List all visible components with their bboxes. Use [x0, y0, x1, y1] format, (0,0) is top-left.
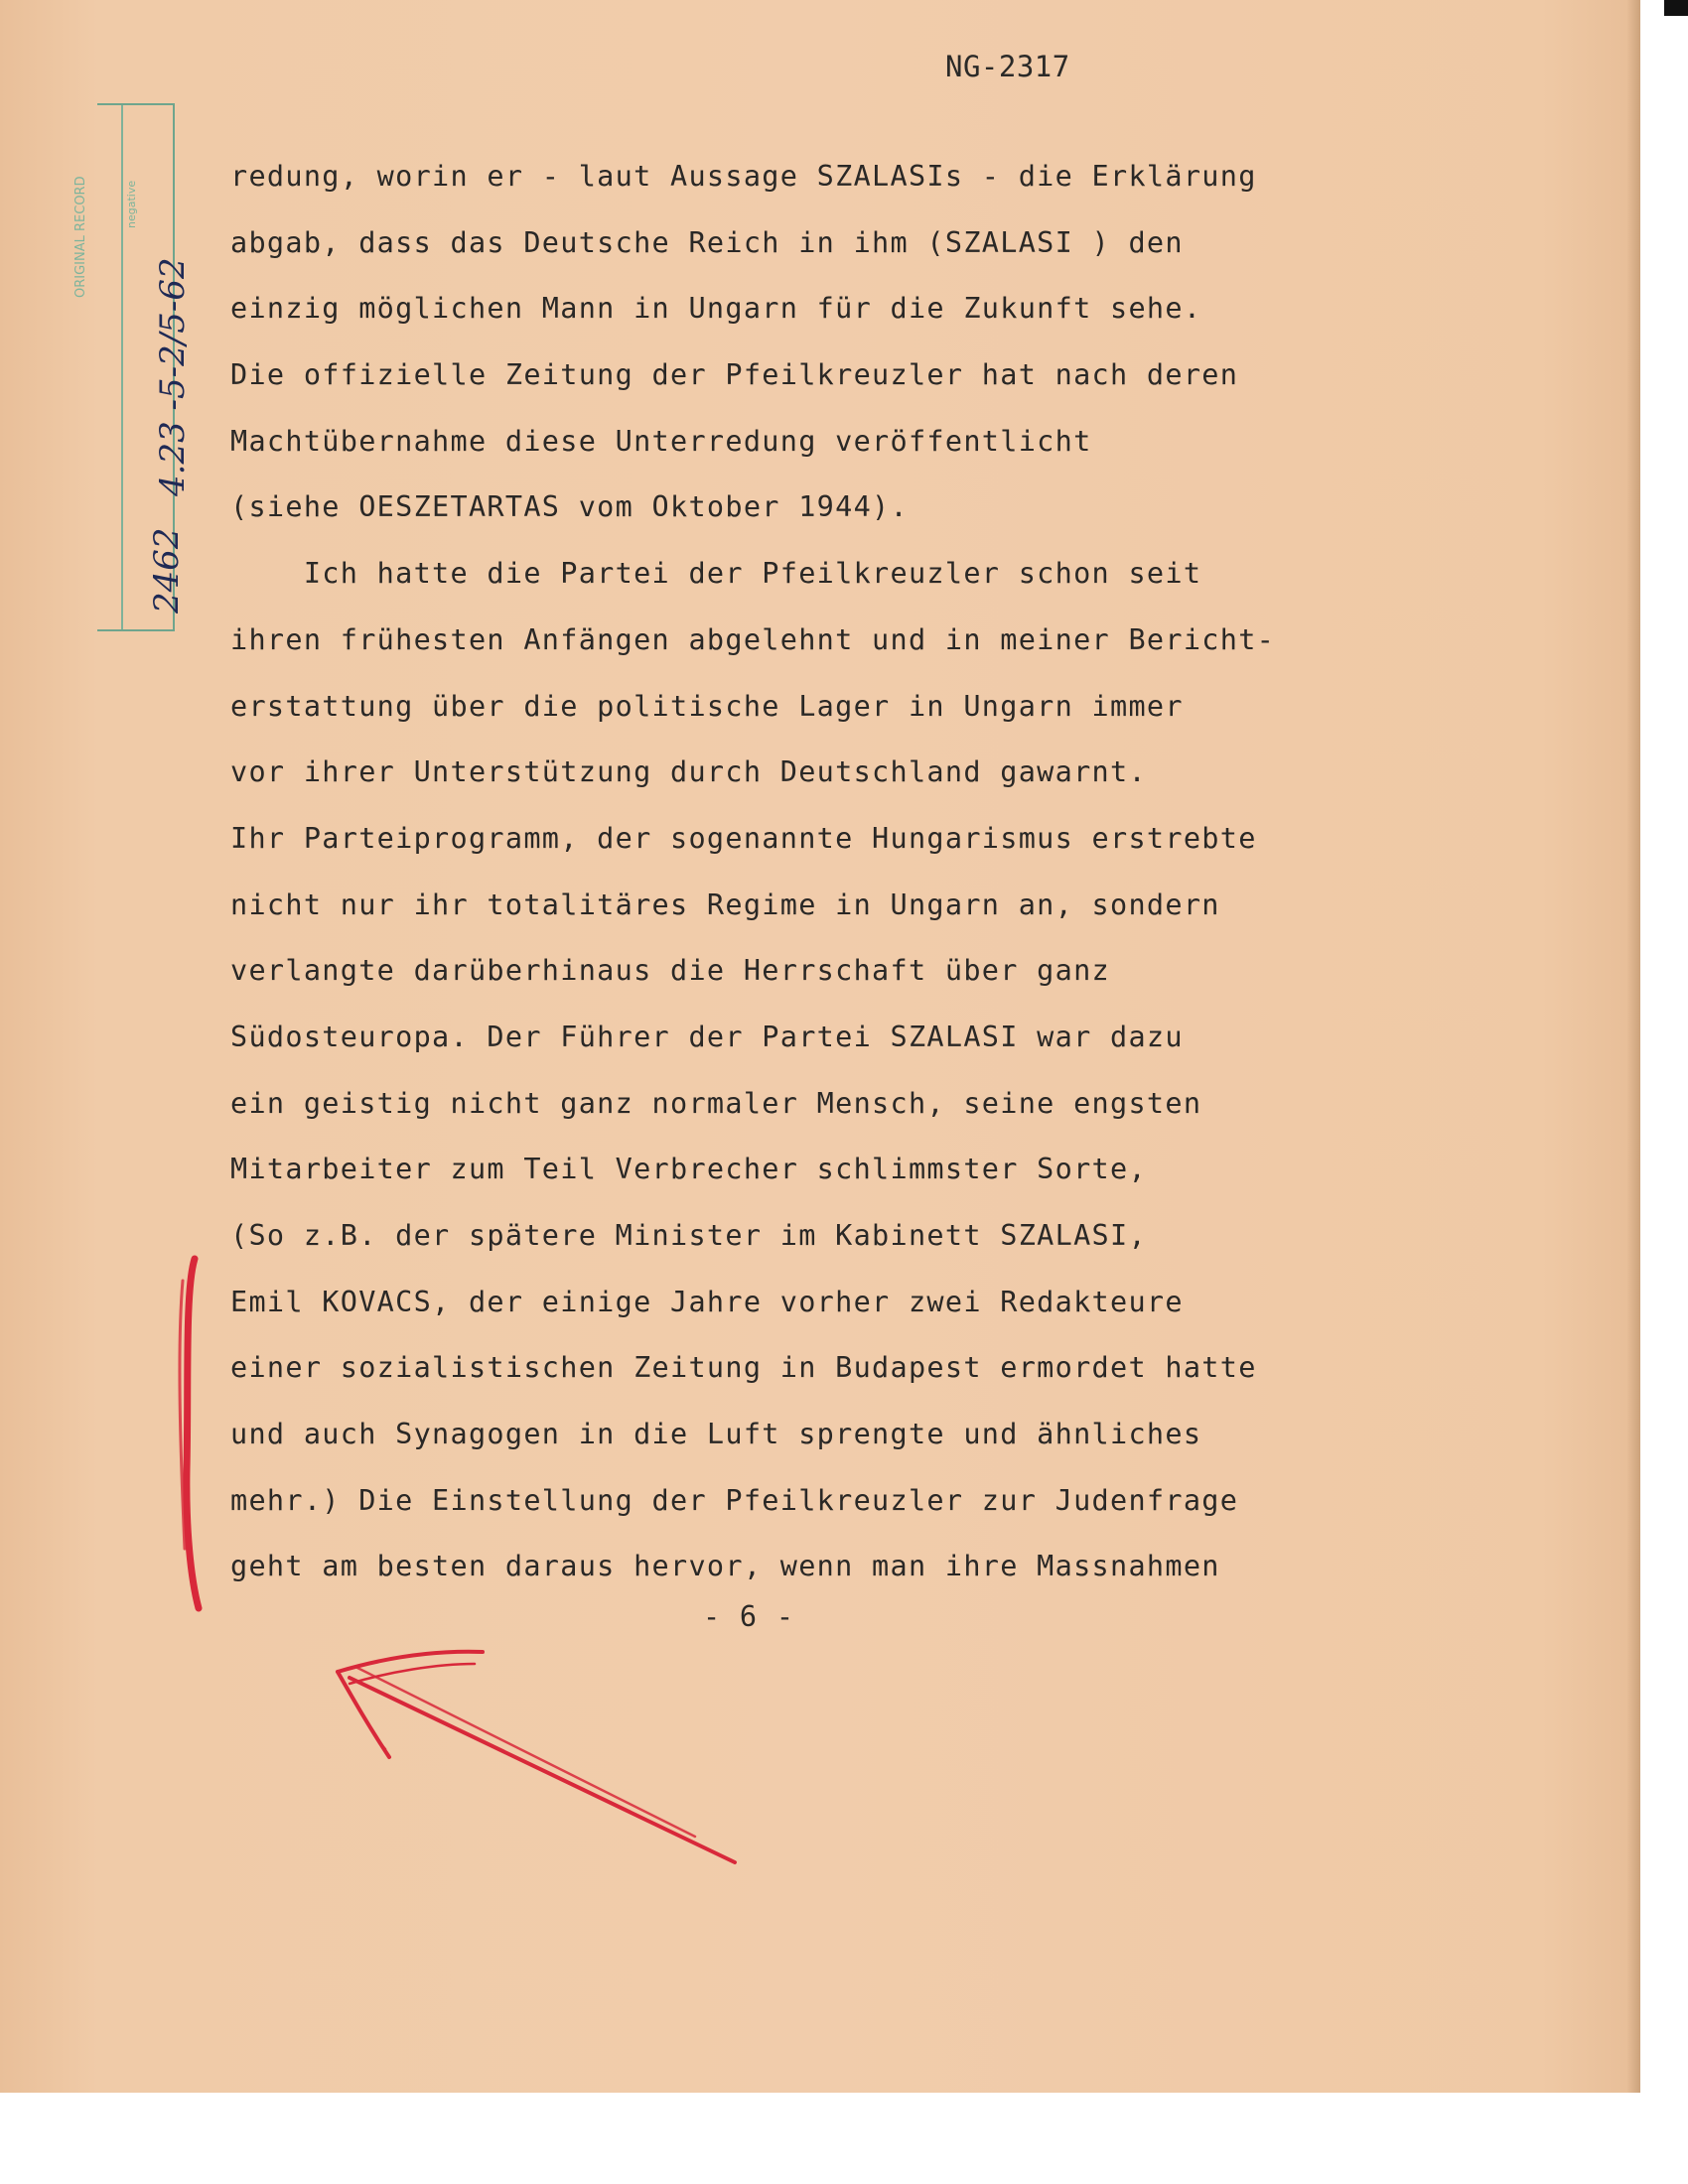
text-line: Ihr Parteiprogramm, der sogenannte Hungarismus erstrebte	[230, 821, 1257, 855]
text-line: Mitarbeiter zum Teil Verbrecher schlimmster Sorte,	[230, 1153, 1147, 1186]
text-line: verlangte darüberhinaus die Herrschaft über ganz	[230, 954, 1111, 988]
text-line: mehr.) Die Einstellung der Pfeilkreuzler zur Judenfrage	[230, 1483, 1239, 1517]
scan-corner-mark	[1664, 0, 1688, 16]
text-line: Machtübernahme diese Unterredung veröffentlicht	[230, 424, 1092, 458]
handwritten-reference-number: 2462	[147, 527, 187, 614]
text-line: ein geistig nicht ganz normaler Mensch, seine engsten	[230, 1086, 1202, 1120]
text-line: (siehe OESZETARTAS vom Oktober 1944).	[230, 490, 909, 524]
red-arrow-shaft	[350, 1678, 735, 1862]
text-line: Südosteuropa. Der Führer der Partei SZALASI war dazu	[230, 1020, 1184, 1053]
text-line: redung, worin er - laut Aussage SZALASIs - die Erklärung	[230, 160, 1257, 193]
text-line: geht am besten daraus hervor, wenn man ihre Massnahmen	[230, 1550, 1220, 1583]
stamp-label: ORIGINAL RECORD	[73, 176, 88, 298]
text-line: (So z.B. der spätere Minister im Kabinett SZALASI,	[230, 1219, 1147, 1252]
stamp-sublabel: negative	[125, 180, 138, 228]
page-number: - 6 -	[703, 1600, 795, 1633]
handwritten-date-note: 4.23 -5-2/5-62	[153, 257, 193, 496]
text-line: Emil KOVACS, der einige Jahre vorher zwei Redakteure	[230, 1285, 1184, 1318]
text-line: einer sozialistischen Zeitung in Budapest ermordet hatte	[230, 1351, 1257, 1385]
text-line: abgab, dass das Deutsche Reich in ihm (SZALASI ) den	[230, 225, 1184, 259]
red-arrow-shaft-2	[357, 1668, 695, 1837]
red-margin-bracket	[187, 1259, 199, 1608]
text-line: ihren frühesten Anfängen abgelehnt und in meiner Bericht-	[230, 622, 1276, 656]
document-number: NG-2317	[945, 50, 1070, 83]
text-line: und auch Synagogen in die Luft sprengte und ähnliches	[230, 1418, 1202, 1451]
text-line: einzig möglichen Mann in Ungarn für die Zukunft sehe.	[230, 292, 1202, 326]
text-line: Die offizielle Zeitung der Pfeilkreuzler hat nach deren	[230, 358, 1239, 392]
text-line: nicht nur ihr totalitäres Regime in Ungarn an, sondern	[230, 887, 1220, 921]
text-line: vor ihrer Unterstützung durch Deutschland gawarnt.	[230, 755, 1147, 789]
text-line: Ich hatte die Partei der Pfeilkreuzler schon seit	[230, 557, 1202, 591]
text-line: erstattung über die politische Lager in Ungarn immer	[230, 689, 1184, 723]
